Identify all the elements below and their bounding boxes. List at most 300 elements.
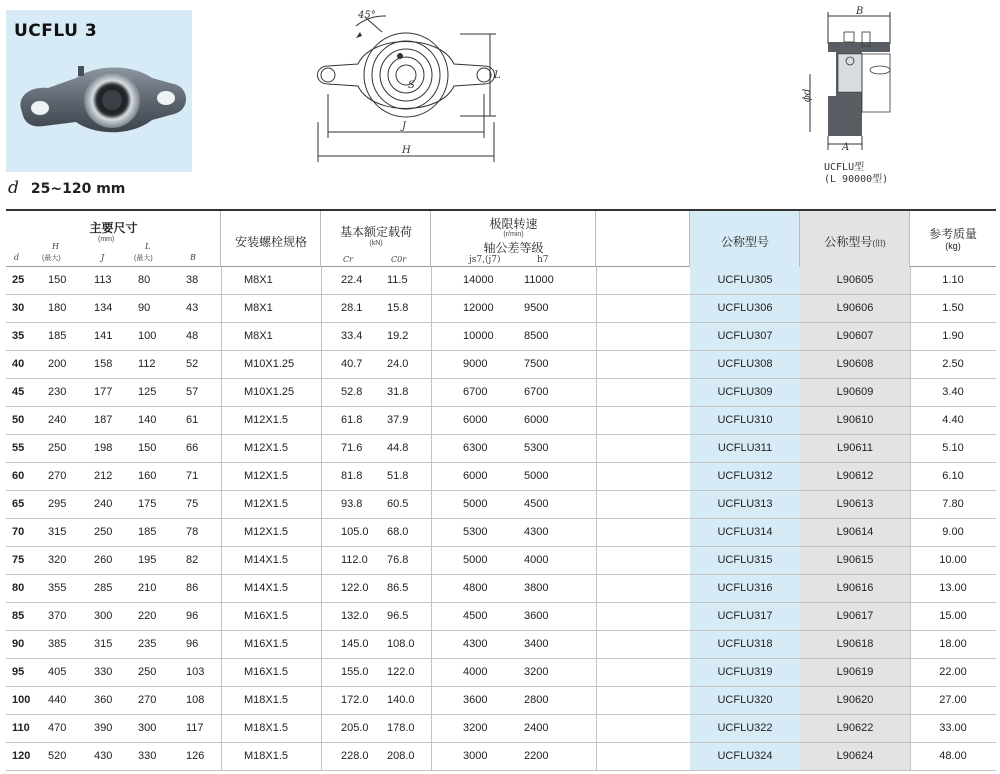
cell-cr: 33.4 [341, 330, 363, 342]
table-row [6, 491, 996, 519]
header-tolerance-label: 轴公差等级 [483, 241, 544, 255]
cell-old: L90605 [800, 267, 910, 294]
cell-n2: 6700 [524, 386, 549, 398]
cell-H: 230 [48, 386, 67, 398]
cell-B: 75 [186, 498, 199, 510]
column-divider [321, 575, 322, 602]
cell-kg: 33.00 [939, 722, 967, 734]
column-divider [596, 687, 597, 714]
column-divider [596, 351, 597, 378]
cell-kg: 7.80 [942, 498, 964, 510]
cell-L: 300 [138, 722, 157, 734]
cell-H: 405 [48, 666, 67, 678]
cell-old: L90612 [800, 463, 910, 490]
cell-d: 25 [12, 274, 25, 286]
cell-cor: 108.0 [387, 638, 415, 650]
cell-bolt: M12X1.5 [244, 470, 289, 482]
header-speed-unit: (r/min) [503, 231, 524, 238]
cell-B: 71 [186, 470, 199, 482]
cell-old: L90618 [800, 631, 910, 658]
cell-model: UCFLU317 [690, 603, 800, 630]
cell-model: UCFLU311 [690, 435, 800, 462]
header-J: J [101, 253, 105, 262]
drawing-caption-line1: UCFLU型 [824, 162, 865, 173]
table-row [6, 743, 996, 771]
cell-kg: 48.00 [939, 750, 967, 762]
cell-cor: 15.8 [387, 302, 409, 314]
header-model-old-text: 公称型号 [824, 235, 873, 249]
cell-old: L90624 [800, 743, 910, 770]
column-divider [596, 715, 597, 742]
column-divider [221, 267, 222, 294]
header-model-old [800, 211, 910, 267]
column-divider [221, 435, 222, 462]
cell-kg: 6.10 [942, 470, 964, 482]
cell-n2: 2200 [524, 750, 549, 762]
cell-cr: 155.0 [341, 666, 369, 678]
column-divider [596, 631, 597, 658]
cell-L: 100 [138, 330, 157, 342]
cell-n1: 4300 [463, 638, 488, 650]
cell-n2: 2400 [524, 722, 549, 734]
column-divider [431, 295, 432, 322]
table-row [6, 351, 996, 379]
cell-n1: 4800 [463, 582, 488, 594]
cell-d: 35 [12, 330, 25, 342]
column-divider [321, 659, 322, 686]
column-divider [221, 407, 222, 434]
cell-bolt: M12X1.5 [244, 414, 289, 426]
cell-B: 38 [186, 274, 199, 286]
cell-old: L90615 [800, 547, 910, 574]
cell-cr: 172.0 [341, 694, 369, 706]
cell-n1: 6000 [463, 414, 488, 426]
cell-H: 315 [48, 526, 67, 538]
table-row [6, 435, 996, 463]
cell-J: 330 [94, 666, 113, 678]
cell-J: 315 [94, 638, 113, 650]
cell-cor: 51.8 [387, 470, 409, 482]
cell-H: 385 [48, 638, 67, 650]
table-row [6, 631, 996, 659]
bore-range [8, 178, 125, 198]
cell-n2: 4300 [524, 526, 549, 538]
cell-d: 45 [12, 386, 25, 398]
cell-cor: 37.9 [387, 414, 409, 426]
cell-n2: 3400 [524, 638, 549, 650]
cell-J: 250 [94, 526, 113, 538]
table-row [6, 519, 996, 547]
table-row [6, 547, 996, 575]
column-divider [431, 267, 432, 294]
cell-model: UCFLU305 [690, 267, 800, 294]
header-weight [910, 211, 996, 267]
cell-old: L90616 [800, 575, 910, 602]
column-divider [596, 295, 597, 322]
cell-H: 200 [48, 358, 67, 370]
header-cr: Cr [343, 255, 353, 264]
column-divider [431, 351, 432, 378]
column-divider [321, 323, 322, 350]
cell-bolt: M18X1.5 [244, 722, 289, 734]
cell-n2: 3600 [524, 610, 549, 622]
cell-cor: 60.5 [387, 498, 409, 510]
column-divider [431, 659, 432, 686]
cell-J: 260 [94, 554, 113, 566]
header-B: B [190, 253, 196, 262]
cell-cr: 122.0 [341, 582, 369, 594]
cell-d: 70 [12, 526, 25, 538]
cell-d: 30 [12, 302, 25, 314]
cell-L: 125 [138, 386, 157, 398]
header-speed [431, 211, 596, 267]
cell-J: 300 [94, 610, 113, 622]
cell-bolt: M8X1 [244, 274, 273, 286]
cell-J: 285 [94, 582, 113, 594]
header-model [690, 211, 800, 267]
column-divider [221, 547, 222, 574]
cell-n2: 5000 [524, 470, 549, 482]
column-divider [321, 379, 322, 406]
cell-cr: 40.7 [341, 358, 363, 370]
header-js7: js7,(j7) [469, 255, 501, 265]
column-divider [431, 687, 432, 714]
cell-L: 220 [138, 610, 157, 622]
cell-B: 86 [186, 582, 199, 594]
cell-n2: 3200 [524, 666, 549, 678]
column-divider [321, 631, 322, 658]
cell-model: UCFLU309 [690, 379, 800, 406]
cell-model: UCFLU310 [690, 407, 800, 434]
cell-cr: 112.0 [341, 554, 368, 566]
cell-n1: 4000 [463, 666, 488, 678]
cell-H: 185 [48, 330, 67, 342]
cell-J: 212 [94, 470, 113, 482]
cell-d: 100 [12, 694, 31, 706]
cell-n1: 12000 [463, 302, 494, 314]
header-load-label: 基本额定载荷 [339, 225, 412, 239]
drawing-caption-line2: (L 90000型) [824, 174, 889, 185]
column-divider [596, 323, 597, 350]
cell-J: 360 [94, 694, 113, 706]
front-view-drawing [300, 4, 515, 174]
column-divider [431, 463, 432, 490]
cell-H: 180 [48, 302, 67, 314]
product-title: UCFLU 3 [14, 21, 98, 41]
cell-L: 90 [138, 302, 151, 314]
cell-J: 141 [94, 330, 113, 342]
cell-model: UCFLU313 [690, 491, 800, 518]
column-divider [321, 267, 322, 294]
cell-cr: 132.0 [341, 610, 369, 622]
cell-old: L90617 [800, 603, 910, 630]
header-model-label: 公称型号 [720, 235, 769, 249]
table-row [6, 603, 996, 631]
cell-model: UCFLU306 [690, 295, 800, 322]
cell-cor: 11.5 [387, 274, 408, 286]
cell-model: UCFLU308 [690, 351, 800, 378]
cell-d: 40 [12, 358, 25, 370]
column-divider [596, 407, 597, 434]
dim-label-B: B [856, 6, 864, 17]
cell-cr: 61.8 [341, 414, 363, 426]
cell-n2: 6000 [524, 414, 549, 426]
cell-B: 96 [186, 638, 199, 650]
column-divider [221, 575, 222, 602]
cell-L: 330 [138, 750, 157, 762]
cell-cor: 208.0 [387, 750, 415, 762]
cell-model: UCFLU324 [690, 743, 800, 770]
header-model-old-note: (旧) [872, 239, 886, 248]
cell-bolt: M12X1.5 [244, 442, 289, 454]
column-divider [321, 519, 322, 546]
cell-cr: 71.6 [341, 442, 363, 454]
column-divider [596, 267, 597, 294]
cell-old: L90613 [800, 491, 910, 518]
cell-old: L90619 [800, 659, 910, 686]
cell-L: 112 [138, 358, 156, 370]
table-row [6, 575, 996, 603]
column-divider [596, 435, 597, 462]
table-header [6, 209, 996, 267]
cell-cor: 68.0 [387, 526, 409, 538]
header-d: d [14, 253, 20, 262]
cell-J: 240 [94, 498, 113, 510]
cell-cor: 140.0 [387, 694, 415, 706]
cell-n1: 3600 [463, 694, 488, 706]
cell-cor: 178.0 [387, 722, 415, 734]
column-divider [321, 603, 322, 630]
cell-model: UCFLU315 [690, 547, 800, 574]
cell-B: 52 [186, 358, 199, 370]
table-row [6, 687, 996, 715]
cell-bolt: M8X1 [244, 302, 273, 314]
cell-cr: 145.0 [341, 638, 369, 650]
column-divider [431, 547, 432, 574]
column-divider [596, 743, 597, 770]
cell-old: L90607 [800, 323, 910, 350]
cell-model: UCFLU307 [690, 323, 800, 350]
cell-H: 440 [48, 694, 67, 706]
bearing-unit-photo [6, 50, 192, 160]
column-divider [321, 351, 322, 378]
spec-table [6, 209, 996, 771]
cell-bolt: M16X1.5 [244, 610, 289, 622]
cell-J: 187 [94, 414, 113, 426]
column-divider [431, 379, 432, 406]
cell-d: 80 [12, 582, 25, 594]
table-row [6, 659, 996, 687]
column-divider [321, 743, 322, 770]
cell-cr: 81.8 [341, 470, 363, 482]
cell-B: 66 [186, 442, 199, 454]
column-divider [596, 659, 597, 686]
cell-n2: 4000 [524, 554, 549, 566]
column-divider [321, 463, 322, 490]
cell-old: L90620 [800, 687, 910, 714]
dim-label-L: L [494, 70, 501, 81]
cell-d: 65 [12, 498, 25, 510]
cell-B: 108 [186, 694, 205, 706]
table-row [6, 267, 996, 295]
table-row [6, 407, 996, 435]
cell-cor: 86.5 [387, 582, 409, 594]
cell-kg: 27.00 [939, 694, 967, 706]
cell-J: 158 [94, 358, 113, 370]
cell-bolt: M10X1.25 [244, 358, 295, 370]
cell-H: 240 [48, 414, 67, 426]
column-divider [221, 715, 222, 742]
column-divider [431, 715, 432, 742]
column-divider [221, 687, 222, 714]
cell-L: 270 [138, 694, 157, 706]
cell-n2: 2800 [524, 694, 549, 706]
column-divider [596, 547, 597, 574]
cell-n1: 4500 [463, 610, 488, 622]
cell-B: 96 [186, 610, 199, 622]
cell-n2: 4500 [524, 498, 549, 510]
column-divider [221, 659, 222, 686]
cell-old: L90609 [800, 379, 910, 406]
cell-L: 250 [138, 666, 157, 678]
column-divider [321, 547, 322, 574]
header-model-old-label [800, 233, 910, 250]
cell-cor: 96.5 [387, 610, 409, 622]
cell-L: 235 [138, 638, 157, 650]
header-blank [596, 211, 690, 267]
cell-kg: 10.00 [939, 554, 967, 566]
cell-L: 140 [138, 414, 157, 426]
column-divider [221, 743, 222, 770]
table-row [6, 379, 996, 407]
cell-kg: 15.00 [939, 610, 967, 622]
table-row [6, 463, 996, 491]
cell-n2: 3800 [524, 582, 549, 594]
bore-symbol: d [8, 178, 19, 198]
column-divider [596, 379, 597, 406]
column-divider [321, 407, 322, 434]
cell-L: 150 [138, 442, 157, 454]
angle-label: 45° [358, 10, 376, 21]
cell-kg: 1.10 [942, 274, 964, 286]
header-L: L [145, 242, 151, 251]
cell-n1: 6300 [463, 442, 488, 454]
column-divider [221, 491, 222, 518]
cell-cor: 19.2 [387, 330, 409, 342]
product-photo-panel [6, 10, 192, 172]
cell-d: 50 [12, 414, 25, 426]
cell-bolt: M12X1.5 [244, 498, 289, 510]
cell-cor: 31.8 [387, 386, 409, 398]
table-row [6, 295, 996, 323]
cell-cr: 28.1 [341, 302, 363, 314]
cell-old: L90611 [800, 435, 910, 462]
cell-cr: 105.0 [341, 526, 369, 538]
cell-kg: 9.00 [942, 526, 964, 538]
cell-old: L90608 [800, 351, 910, 378]
cell-cor: 76.8 [387, 554, 409, 566]
header-bolt [221, 211, 321, 267]
cell-model: UCFLU319 [690, 659, 800, 686]
cell-n2: 7500 [524, 358, 549, 370]
cell-d: 60 [12, 470, 25, 482]
cell-bolt: M16X1.5 [244, 638, 289, 650]
column-divider [431, 603, 432, 630]
column-divider [431, 519, 432, 546]
column-divider [221, 351, 222, 378]
drawing-caption [824, 162, 888, 186]
header-main-dims [6, 211, 221, 267]
cell-n1: 3200 [463, 722, 488, 734]
cell-bolt: M14X1.5 [244, 554, 289, 566]
cell-n1: 10000 [463, 330, 494, 342]
cell-J: 113 [94, 274, 112, 286]
column-divider [221, 631, 222, 658]
cell-H: 370 [48, 610, 67, 622]
cell-n1: 6700 [463, 386, 488, 398]
header-H-note: (最大) [42, 255, 61, 262]
cell-H: 270 [48, 470, 67, 482]
cell-B: 43 [186, 302, 199, 314]
column-divider [431, 435, 432, 462]
cell-L: 210 [138, 582, 157, 594]
cell-model: UCFLU318 [690, 631, 800, 658]
cell-n1: 5000 [463, 498, 488, 510]
cell-bolt: M10X1.25 [244, 386, 295, 398]
cell-B: 126 [186, 750, 205, 762]
cell-cr: 22.4 [341, 274, 363, 286]
column-divider [321, 295, 322, 322]
cell-B: 61 [186, 414, 199, 426]
header-L-note: (最大) [134, 255, 153, 262]
column-divider [596, 519, 597, 546]
column-divider [321, 715, 322, 742]
cell-d: 55 [12, 442, 25, 454]
header-weight-label: 参考质量 [928, 227, 977, 241]
column-divider [321, 687, 322, 714]
dim-label-H: H [402, 145, 411, 156]
cell-J: 390 [94, 722, 113, 734]
cell-B: 48 [186, 330, 199, 342]
column-divider [596, 463, 597, 490]
column-divider [221, 603, 222, 630]
cell-B: 78 [186, 526, 199, 538]
header-speed-label: 极限转速 [489, 217, 538, 231]
column-divider [431, 575, 432, 602]
header-cor: C0r [391, 255, 407, 264]
column-divider [431, 631, 432, 658]
column-divider [431, 743, 432, 770]
header-load [321, 211, 431, 267]
column-divider [221, 463, 222, 490]
dim-label-A: A [842, 142, 850, 153]
bore-range-value: 25~120 mm [30, 181, 126, 197]
cell-kg: 13.00 [939, 582, 967, 594]
cell-J: 177 [94, 386, 113, 398]
cell-kg: 22.00 [939, 666, 967, 678]
header-load-unit: (kN) [369, 240, 383, 247]
table-row [6, 323, 996, 351]
cell-n2: 5300 [524, 442, 549, 454]
cell-old: L90614 [800, 519, 910, 546]
dim-label-S: S [408, 80, 415, 91]
cell-B: 82 [186, 554, 199, 566]
cell-bolt: M18X1.5 [244, 750, 289, 762]
cell-kg: 4.40 [942, 414, 964, 426]
cell-model: UCFLU314 [690, 519, 800, 546]
cell-H: 150 [48, 274, 67, 286]
cell-H: 250 [48, 442, 67, 454]
